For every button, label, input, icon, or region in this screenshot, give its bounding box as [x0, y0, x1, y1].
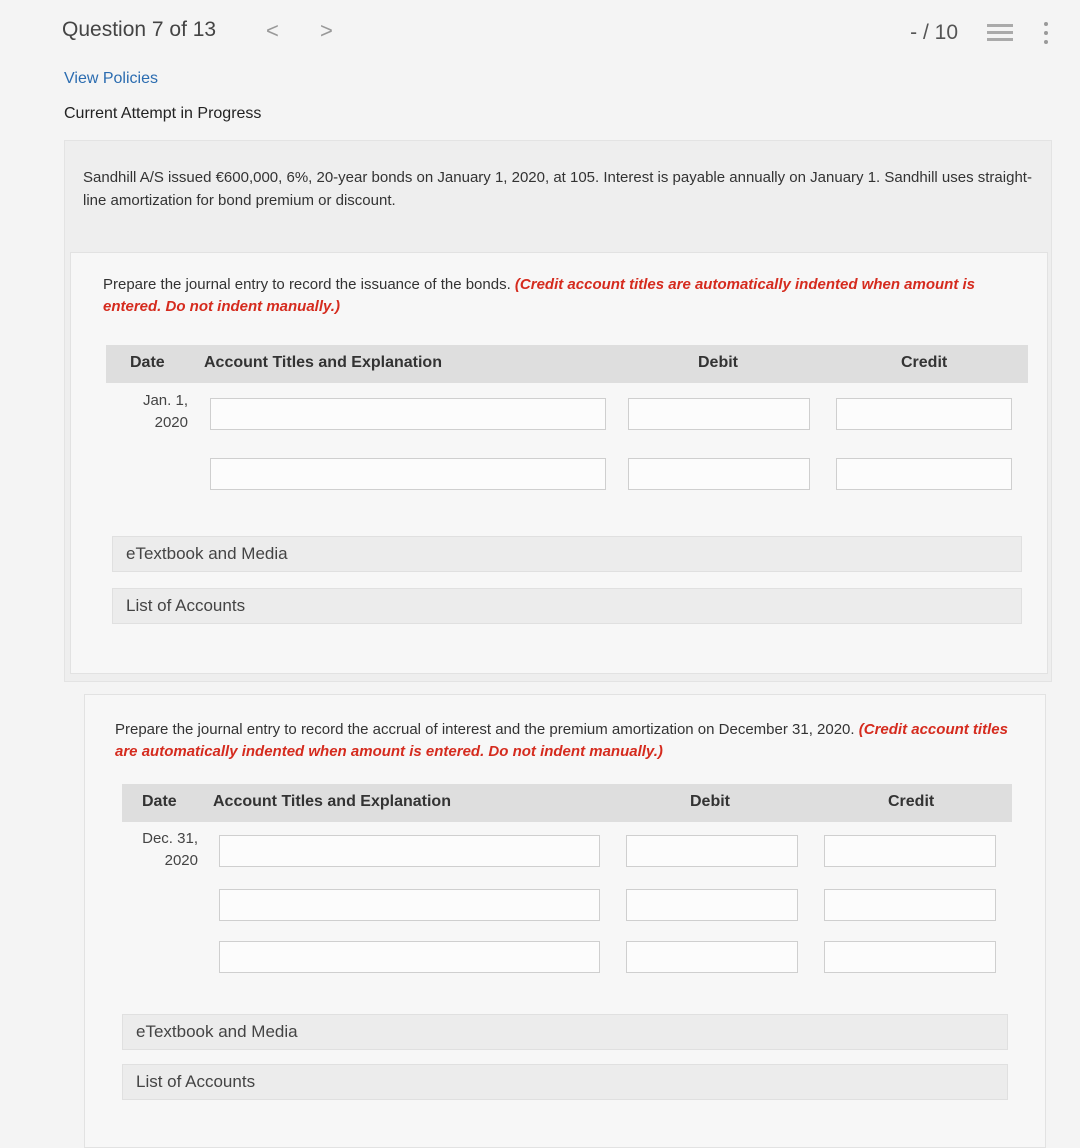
list-icon[interactable] [987, 24, 1013, 44]
part2-instruction [115, 719, 1015, 763]
part1-debit-input-2[interactable] [628, 458, 810, 490]
part2-list-of-accounts-link[interactable]: List of Accounts [122, 1064, 1008, 1100]
part1-col-credit: Credit [901, 354, 948, 371]
top-bar [0, 0, 1080, 62]
part1-list-of-accounts-link[interactable]: List of Accounts [112, 588, 1022, 624]
part1-instruction-text: Prepare the journal entry to record the issuance of the bonds. [103, 276, 511, 293]
more-vertical-icon[interactable] [1044, 22, 1052, 48]
part1-credit-input-1[interactable] [836, 398, 1012, 430]
attempt-status: Current Attempt in Progress [64, 105, 262, 122]
part2-col-credit: Credit [888, 793, 935, 810]
part2-etextbook-link[interactable]: eTextbook and Media [122, 1014, 1008, 1050]
part2-col-date: Date [142, 793, 177, 810]
part1-account-input-2[interactable] [210, 458, 606, 490]
next-question-icon[interactable]: > [320, 18, 333, 43]
part1-col-account: Account Titles and Explanation [204, 354, 442, 371]
part2-date-year: 2020 [164, 852, 198, 869]
part1-date-day: Jan. 1, [142, 392, 188, 409]
part2-instruction-text: Prepare the journal entry to record the accrual of interest and the premium amortization on December 31, 2020. [115, 721, 855, 738]
part1-instruction-note: (Credit account titles are automatically indented when amount is entered. Do not indent manually.) [103, 276, 976, 315]
part2-credit-input-1[interactable] [824, 835, 996, 867]
part1-col-debit: Debit [698, 354, 738, 371]
part2-account-input-3[interactable] [219, 941, 600, 973]
part1-date-year: 2020 [154, 414, 188, 431]
part2-account-input-2[interactable] [219, 889, 600, 921]
view-policies-link[interactable]: View Policies [64, 70, 158, 87]
part2-debit-input-2[interactable] [626, 889, 798, 921]
part2-table-header [122, 784, 1012, 822]
part2-account-input-1[interactable] [219, 835, 600, 867]
part1-debit-input-1[interactable] [628, 398, 810, 430]
part1-col-date: Date [130, 354, 165, 371]
part2-date-day: Dec. 31, [142, 830, 198, 847]
part1-date [118, 390, 188, 434]
part2-col-debit: Debit [690, 793, 730, 810]
score-display: - / 10 [910, 21, 958, 44]
part1-account-input-1[interactable] [210, 398, 606, 430]
part1-credit-input-2[interactable] [836, 458, 1012, 490]
part1-etextbook-link[interactable]: eTextbook and Media [112, 536, 1022, 572]
part1-table-header [106, 345, 1028, 383]
part1-instruction [103, 274, 1003, 318]
part2-credit-input-3[interactable] [824, 941, 996, 973]
question-counter: Question 7 of 13 [62, 18, 217, 41]
part2-debit-input-1[interactable] [626, 835, 798, 867]
previous-question-icon[interactable]: < [266, 18, 279, 43]
part2-instruction-note: (Credit account titles are automatically indented when amount is entered. Do not indent manually.) [115, 721, 1008, 760]
part2-date [128, 828, 198, 872]
part2-debit-input-3[interactable] [626, 941, 798, 973]
problem-statement: Sandhill A/S issued €600,000, 6%, 20-year bonds on January 1, 2020, at 105. Interest is payable annually on January 1. Sandhill uses straight-line amortization for bond premium or discount. [83, 169, 1032, 209]
part2-col-account: Account Titles and Explanation [213, 793, 451, 810]
part2-credit-input-2[interactable] [824, 889, 996, 921]
